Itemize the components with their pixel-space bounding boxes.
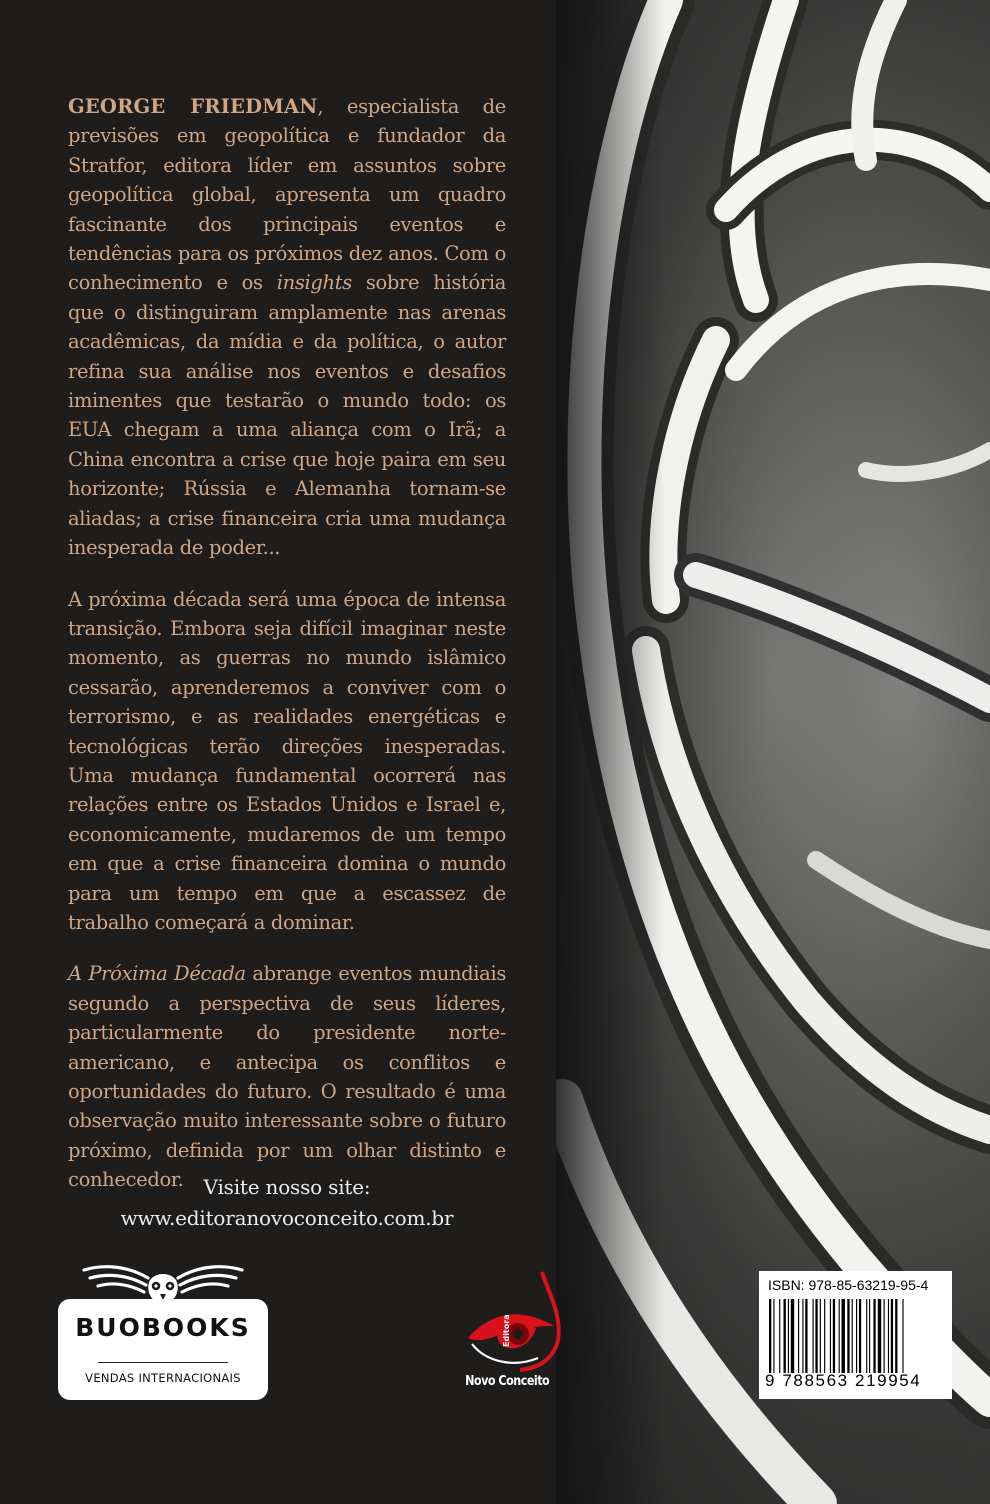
buobooks-name: BUOBOOKS [75,1313,251,1342]
buobooks-card [58,1299,268,1400]
publisher-small-label: Editora [502,1314,511,1347]
isbn-label: ISBN: 978-85-63219-95-4 [768,1277,929,1293]
description-paragraph-1 [68,92,506,563]
description-paragraph-3 [68,959,506,1194]
publisher-name: Novo Conceito [465,1374,550,1389]
visit-site [68,1172,506,1234]
p1-text-b: sobre história que o distinguiram amplamente nas arenas acadêmicas, da mídia e da política, o autor refina sua análise nos eventos e desafios iminentes que testarão o mundo todo: os EUA chegam a uma aliança com o Irã; a China encontra a crise que hoje paira em seu horizonte; Rússia e Alemanha tornam-se aliadas; a crise financeira cria uma mudança inesperada de poder... [68,271,506,560]
red-eye-icon [462,1270,572,1374]
description [68,92,506,1195]
publisher-logo [462,1270,572,1402]
website-url[interactable]: www.editoranovoconceito.com.br [120,1206,454,1230]
author-name: GEORGE FRIEDMAN [68,95,318,118]
book-title: A Próxima Década [68,962,246,986]
barcode-icon [769,1299,943,1373]
isbn-digits: 9 788563 219954 [765,1371,922,1390]
description-paragraph-2: A próxima década será uma época de intensa transição. Embora seja difícil imaginar neste momento, as guerras no mundo islâmico cessarão, aprenderemos a conviver com o terrorismo, e as realidades energéticas e tecnológicas terão direções inesperadas. Uma mudança fundamental ocorrerá nas relações entre os Estados Unidos e Israel e, economicamente, mudaremos de um tempo em que a crise financeira domina o mundo para um tempo em que a escassez de trabalho começará a dominar. [68,587,506,934]
p3-text: abrange eventos mundiais segundo a perspectiva de seus líderes, particularmente do presidente norte-americano, e antecipa os conflitos e oportunidades do futuro. O resultado é uma observação muito interessante sobre o futuro próximo, definida por um olhar distinto e conhecedor. [68,962,506,1192]
isbn-barcode [759,1271,952,1399]
p1-emphasis: insights [276,271,352,295]
visit-label: Visite nosso site: [203,1175,371,1199]
buobooks-logo [58,1262,268,1400]
buobooks-divider [98,1362,228,1363]
p1-text-a: , especialista de previsões em geopolítica e fundador da Stratfor, editora líder em assuntos sobre geopolítica global, apresenta um quadro fascinante dos principais eventos e tendências para os próximos dez anos. Com o conhecimento e os [68,95,506,295]
buobooks-subtitle: VENDAS INTERNACIONAIS [85,1371,241,1385]
